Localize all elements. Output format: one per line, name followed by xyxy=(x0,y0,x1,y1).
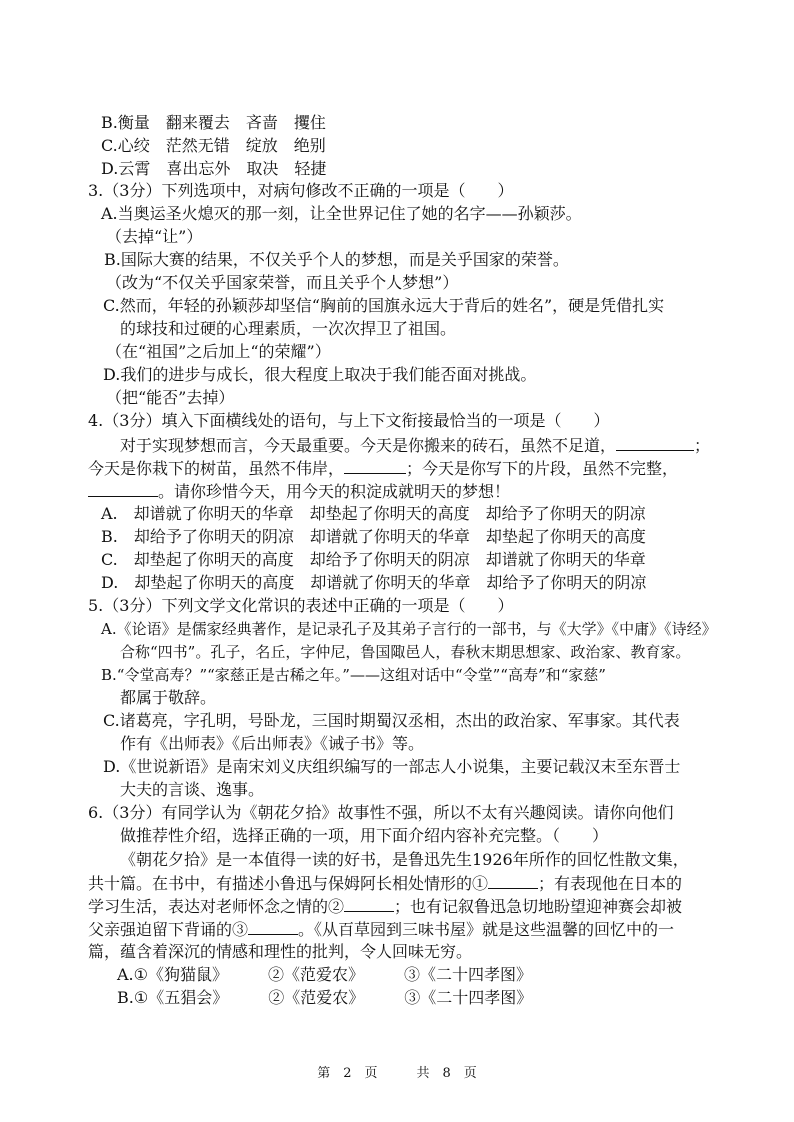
q4-passage-line-2: 今天是你栽下的树苗，虽然不伟岸， ；今天是你写下的片段，虽然不完整， xyxy=(88,459,679,478)
q3-option-a-fix: （去掉“让”） xyxy=(106,227,203,246)
q5-option-b: B.“令堂高寿？”“家慈正是古稀之年。”——这组对话中“令堂”“高寿”和“家慈” xyxy=(101,666,606,684)
q3-option-c-cont: 的球技和过硬的心理素质，一次次捍卫了祖国。 xyxy=(120,319,457,338)
blank-line xyxy=(88,480,158,497)
q2-option-d: D.云霄 喜出忘外 取决 轻捷 xyxy=(101,159,327,178)
q4-option-b: B. 却给予了你明天的阴凉 却谱就了你明天的华章 却垫起了你明天的高度 xyxy=(101,527,646,546)
blank-line xyxy=(616,434,694,451)
q5-option-c-cont: 作有《出师表》《后出师表》《诫子书》等。 xyxy=(120,734,425,753)
q5-option-d-cont: 大夫的言谈、逸事。 xyxy=(120,780,265,799)
q5-option-a-cont: 合称“四书”。孔子，名丘，字仲尼，鲁国陬邑人，春秋末期思想家、政治家、教育家。 xyxy=(120,643,691,661)
q6-stem-cont: 做推荐性介绍，选择正确的一项，用下面介绍内容补充完整。（ ） xyxy=(120,826,609,845)
q5-option-b-cont: 都属于敬辞。 xyxy=(120,688,217,707)
q2-option-b: B.衡量 翻来覆去 吝啬 攫住 xyxy=(101,113,326,132)
q4-passage-line-3: 。请你珍惜今天，用今天的积淀成就明天的梦想！ xyxy=(88,480,510,503)
q6-passage-line-2: 共十篇。在书中，有描述小鲁迅与保姆阿长相处情形的① ；有表现他在日本的 xyxy=(88,874,683,893)
q5-option-a: A.《论语》是儒家经典著作，是记录孔子及其弟子言行的一部书，与《大学》《中庸》《诗经》 xyxy=(101,620,717,638)
q6-passage-line-4: 父亲强迫留下背诵的③ 。《从百草园到三味书屋》就是这些温馨的回忆中的一 xyxy=(88,920,675,939)
q3-option-d: D.我们的进步与成长，很大程度上取决于我们能否面对挑战。 xyxy=(103,365,537,384)
q5-stem: 5.（3分）下列文学文化常识的表述中正确的一项是（ ） xyxy=(88,596,514,615)
q6-passage-line-1: 《朝花夕拾》是一本值得一读的好书，是鲁迅先生1926年所作的回忆性散文集， xyxy=(120,850,689,869)
q6-option-b: B.①《五猖会》 ②《范爱农》 ③《二十四孝图》 xyxy=(117,988,533,1007)
q6-stem: 6.（3分）有同学认为《朝花夕拾》故事性不强，所以不太有兴趣阅读。请你向他们 xyxy=(88,803,674,822)
q6-passage-line-3: 学习生活，表达对老师怀念之情的② ；也有记叙鲁迅急切地盼望迎神赛会却被 xyxy=(88,897,683,916)
q4-stem: 4.（3分）填入下面横线处的语句，与上下文衔接最恰当的一项是（ ） xyxy=(88,411,610,430)
q3-option-b-fix: （改为“不仅关乎国家荣誉，而且关乎个人梦想”） xyxy=(106,273,459,292)
q4-option-c: C. 却垫起了你明天的高度 却给予了你明天的阴凉 却谱就了你明天的华章 xyxy=(101,550,646,569)
blank-line xyxy=(488,872,538,889)
q4-option-d: D. 却垫起了你明天的高度 却谱就了你明天的华章 却给予了你明天的阴凉 xyxy=(101,573,647,592)
q3-stem: 3.（3分）下列选项中，对病句修改不正确的一项是（ ） xyxy=(88,181,514,200)
blank-line xyxy=(248,918,298,935)
q5-option-d: D.《世说新语》是南宋刘义庆组织编写的一部志人小说集，主要记载汉末至东晋士 xyxy=(103,757,681,776)
q3-option-c-fix: （在“祖国”之后加上“的荣耀”） xyxy=(106,342,331,361)
q3-option-a: A.当奥运圣火熄灭的那一刻，让全世界记住了她的名字——孙颖莎。 xyxy=(101,204,582,223)
q3-option-c: C.然而，年轻的孙颖莎却坚信“胸前的国旗永远大于背后的姓名”，硬是凭借扎实 xyxy=(103,296,665,315)
q2-option-c: C.心绞 茫然无错 绽放 绝别 xyxy=(101,136,326,155)
q5-option-c: C.诸葛亮，字孔明，号卧龙，三国时期蜀汉丞相，杰出的政治家、军事家。其代表 xyxy=(103,711,680,730)
q3-option-b: B.国际大赛的结果，不仅关乎个人的梦想，而是关乎国家的荣誉。 xyxy=(104,250,569,269)
q6-option-a: A.①《狗猫鼠》 ②《范爱农》 ③《二十四孝图》 xyxy=(117,965,532,984)
q4-option-a: A. 却谱就了你明天的华章 却垫起了你明天的高度 却给予了你明天的阴凉 xyxy=(101,504,646,523)
q6-passage-line-5: 篇，蕴含着深沉的情感和理性的批判，令人回味无穷。 xyxy=(88,942,473,961)
blank-line xyxy=(344,457,406,474)
q3-option-d-fix: （把“能否”去掉） xyxy=(106,388,235,407)
page-footer: 第 2 页 共 8 页 xyxy=(317,1066,477,1081)
q4-passage-line-1: 对于实现梦想而言，今天最重要。今天是你搬来的砖石，虽然不足道， ； xyxy=(120,436,711,455)
blank-line xyxy=(344,895,394,912)
